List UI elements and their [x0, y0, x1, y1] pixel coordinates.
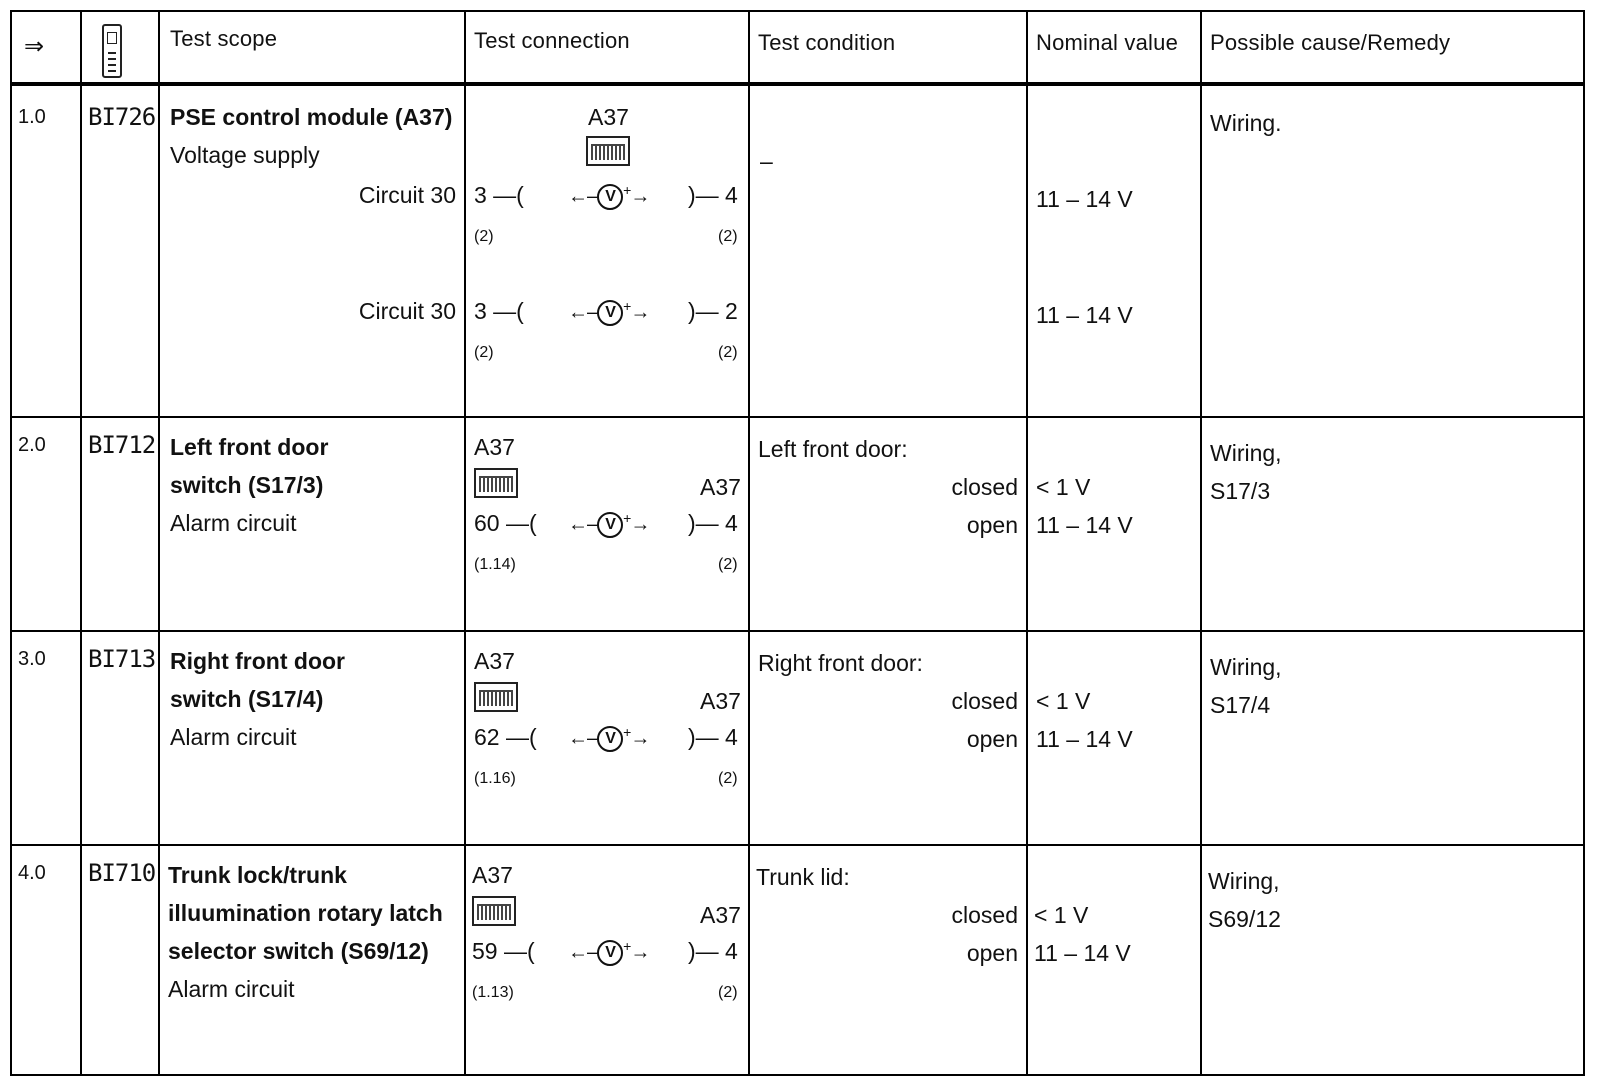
- pin-reference: (2): [718, 228, 738, 245]
- nominal-value: < 1 V: [1034, 902, 1089, 928]
- possible-cause: S69/12: [1208, 906, 1281, 932]
- column-divider: [158, 12, 160, 1074]
- header-test-condition: Test condition: [758, 30, 896, 55]
- nominal-value: 11 – 14 V: [1036, 302, 1133, 328]
- nominal-value: < 1 V: [1036, 474, 1091, 500]
- pin-reference: (1.16): [474, 770, 516, 787]
- pin-right: )— 4: [688, 182, 738, 208]
- fault-code: BI712: [88, 431, 156, 459]
- module-label: A37: [700, 902, 741, 928]
- column-divider: [1200, 12, 1202, 1074]
- pin-reference: (2): [718, 984, 738, 1001]
- scope-title: Left front door: [170, 434, 329, 460]
- step-number: 2.0: [18, 434, 46, 456]
- pin-left: 59 —(: [472, 938, 535, 964]
- row-divider: [12, 630, 1583, 632]
- module-label: A37: [472, 862, 513, 888]
- pin-left: 3 —(: [474, 182, 524, 208]
- multimeter-icon: [102, 24, 122, 78]
- nominal-value: 11 – 14 V: [1036, 726, 1133, 752]
- nominal-value: 11 – 14 V: [1036, 186, 1133, 212]
- possible-cause: Wiring,: [1208, 868, 1280, 894]
- pin-left: 60 —(: [474, 510, 537, 536]
- column-divider: [80, 12, 82, 1074]
- scope-title: illuumination rotary latch: [168, 900, 443, 926]
- voltmeter-icon: ←– V +→: [568, 182, 649, 210]
- nominal-value: 11 – 14 V: [1034, 940, 1131, 966]
- fault-code: BI726: [88, 103, 156, 131]
- scope-title: switch (S17/4): [170, 686, 324, 712]
- arrow-icon: ⇒: [24, 33, 45, 60]
- scope-subtitle: Alarm circuit: [168, 976, 295, 1002]
- condition-open: open: [966, 726, 1018, 752]
- pin-reference: (2): [718, 556, 738, 573]
- pin-right: )— 2: [688, 298, 738, 324]
- pin-left: 3 —(: [474, 298, 524, 324]
- scope-subtitle: Voltage supply: [170, 142, 320, 168]
- module-label: A37: [700, 474, 741, 500]
- scope-title: switch (S17/3): [170, 472, 324, 498]
- header-test-scope: Test scope: [170, 26, 278, 51]
- column-divider: [748, 12, 750, 1074]
- test-table: [10, 10, 1585, 1076]
- scope-subtitle: Alarm circuit: [170, 510, 297, 536]
- module-label: A37: [588, 104, 629, 130]
- header-nominal-value: Nominal value: [1036, 30, 1179, 55]
- voltmeter-icon: ←– V +→: [568, 724, 649, 752]
- condition-title: Right front door:: [758, 650, 923, 676]
- scope-title: Right front door: [170, 648, 346, 674]
- control-module-icon: [474, 682, 518, 712]
- nominal-value: < 1 V: [1036, 688, 1091, 714]
- column-divider: [1026, 12, 1028, 1074]
- pin-reference: (1.14): [474, 556, 516, 573]
- fault-code: BI710: [88, 859, 156, 887]
- control-module-icon: [474, 468, 518, 498]
- step-number: 4.0: [18, 862, 46, 884]
- pin-right: )— 4: [688, 724, 738, 750]
- scope-title: Trunk lock/trunk: [168, 862, 347, 888]
- voltmeter-icon: ←– V +→: [568, 510, 649, 538]
- pin-reference: (1.13): [472, 984, 514, 1001]
- pin-reference: (2): [474, 228, 494, 245]
- possible-cause: S17/3: [1210, 478, 1271, 504]
- step-number: 1.0: [18, 106, 46, 128]
- module-label: A37: [700, 688, 741, 714]
- condition-title: Trunk lid:: [756, 864, 850, 890]
- voltmeter-icon: ←– V +→: [568, 298, 649, 326]
- header-test-connection: Test connection: [474, 28, 630, 53]
- test-condition: –: [760, 148, 773, 174]
- pin-reference: (2): [718, 770, 738, 787]
- row-divider: [12, 844, 1583, 846]
- circuit-label: Circuit 30: [358, 298, 456, 324]
- possible-cause: Wiring,: [1210, 654, 1282, 680]
- control-module-icon: [472, 896, 516, 926]
- row-divider: [12, 416, 1583, 418]
- column-divider: [464, 12, 466, 1074]
- scope-subtitle: Alarm circuit: [170, 724, 297, 750]
- header-possible-cause: Possible cause/Remedy: [1210, 30, 1451, 55]
- possible-cause: Wiring,: [1210, 440, 1282, 466]
- condition-closed: closed: [951, 474, 1018, 500]
- condition-open: open: [966, 940, 1018, 966]
- scope-title: selector switch (S69/12): [168, 938, 429, 964]
- module-label: A37: [474, 648, 515, 674]
- module-label: A37: [474, 434, 515, 460]
- voltmeter-icon: ←– V +→: [568, 938, 649, 966]
- nominal-value: 11 – 14 V: [1036, 512, 1133, 538]
- pin-left: 62 —(: [474, 724, 537, 750]
- step-number: 3.0: [18, 648, 46, 670]
- pin-reference: (2): [718, 344, 738, 361]
- control-module-icon: [586, 136, 630, 166]
- header-divider: [12, 82, 1583, 86]
- condition-open: open: [966, 512, 1018, 538]
- fault-code: BI713: [88, 645, 156, 673]
- condition-closed: closed: [951, 688, 1018, 714]
- pin-right: )— 4: [688, 938, 738, 964]
- scope-title: PSE control module (A37): [170, 104, 453, 130]
- condition-closed: closed: [951, 902, 1018, 928]
- condition-title: Left front door:: [758, 436, 908, 462]
- possible-cause: S17/4: [1210, 692, 1271, 718]
- possible-cause: Wiring.: [1210, 110, 1282, 136]
- pin-reference: (2): [474, 344, 494, 361]
- pin-right: )— 4: [688, 510, 738, 536]
- circuit-label: Circuit 30: [358, 182, 456, 208]
